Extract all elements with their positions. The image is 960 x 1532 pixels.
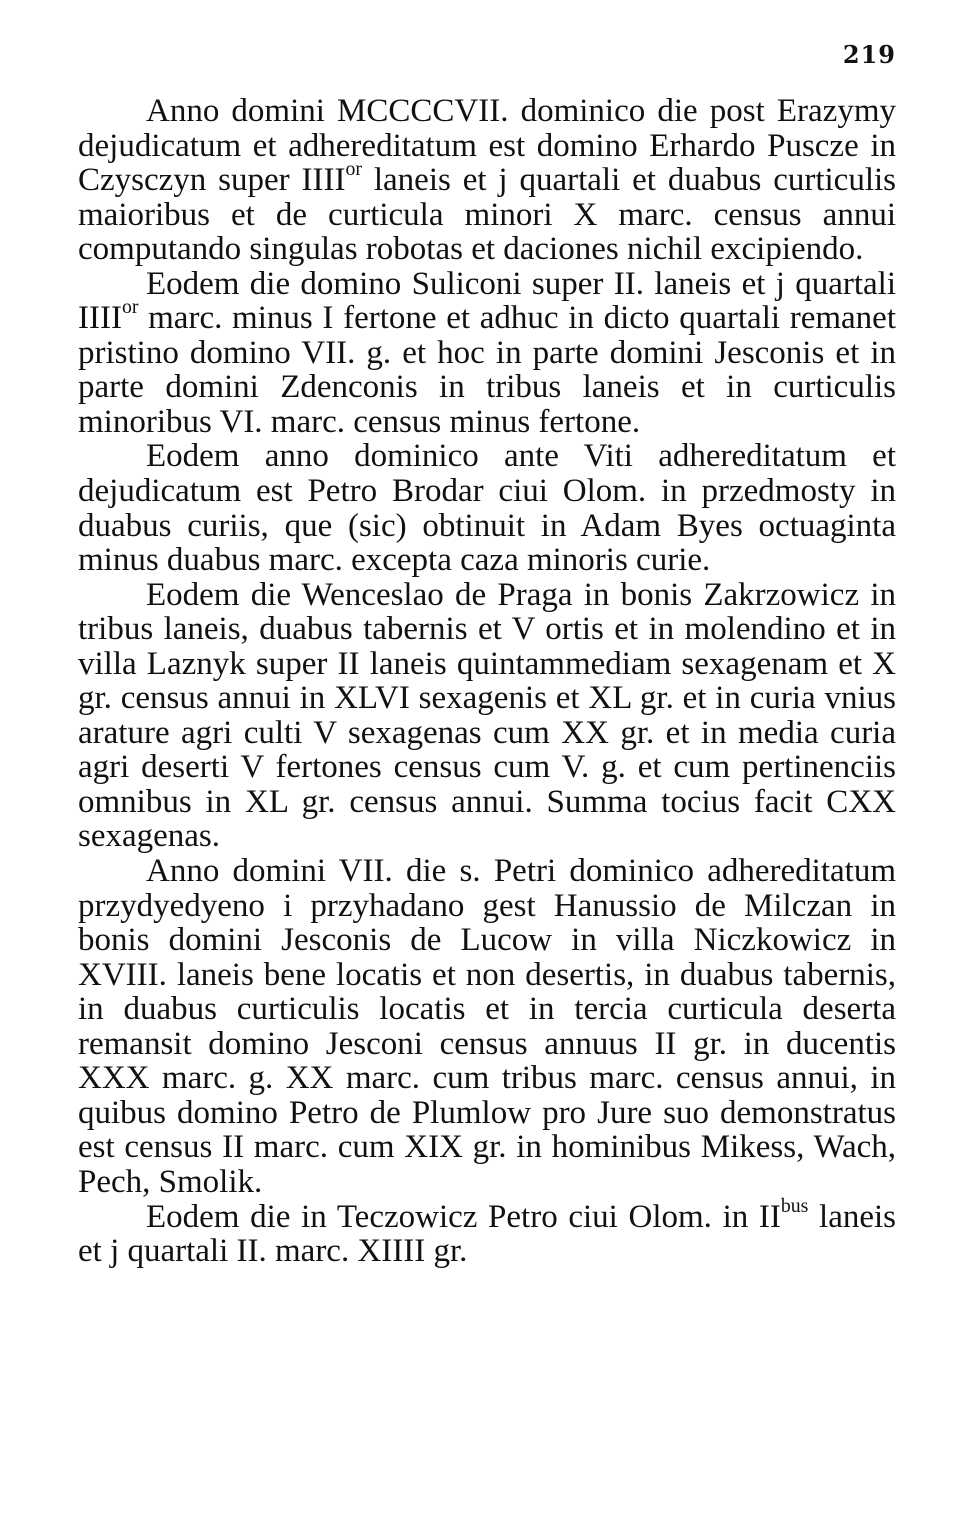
paragraph-2 [78, 267, 896, 440]
paragraph-6 [78, 1194, 897, 1270]
paragraph-1-superscript: or [345, 158, 362, 181]
paragraph-6-text: Eodem die in Teczowicz Petro ciui Olom. in II [146, 1198, 781, 1235]
body-text [78, 94, 896, 1269]
paragraph-6-superscript: bus [780, 1194, 809, 1217]
paragraph-1 [78, 94, 896, 267]
paragraph-4 [78, 578, 896, 854]
paragraph-4-text: Eodem die Wenceslao de Praga in bonis Zakrzowicz in tribus laneis, duabus tabernis et V ortis et in molendino et in villa Laznyk super II laneis quintammediam sexagenam et X gr. census annui in XLVI sexagenis et XL gr. et in curia vnius arature agri culti V sexagenas cum XX gr. et in media curia agri deserti V fertones census cum V. g. et cum pertinenciis omnibus in XL gr. census annui. Summa tocius facit CXX sexagenas. [78, 576, 896, 855]
paragraph-1-text-cont: laneis et j quartali et duabus curticulis maioribus et de curticula minori X marc. census annui computando singulas robotas et daciones nichil excipiendo. [78, 162, 896, 268]
paragraph-3 [78, 439, 896, 577]
paragraph-2-text: Eodem die domino Suliconi super II. laneis et j quartali IIII [78, 265, 896, 337]
paragraph-2-superscript: or [121, 296, 139, 319]
paragraph-3-text: Eodem anno dominico ante Viti adhereditatum et dejudicatum est Petro Brodar ciui Olom. in przedmosty in duabus curiis, que (sic) obtinuit in Adam Byes octuaginta minus duabus marc. excepta caza minoris curie. [78, 438, 896, 579]
paragraph-2-text-cont: marc. minus I fertone et adhuc in dicto quartali remanet pristino domino VII. g. et hoc in parte domini Jesconis et in parte domini Zdenconis in tribus laneis et in curticulis minoribus VI. marc. census minus fertone. [78, 300, 896, 440]
paragraph-1-text: Anno domini MCCCCVII. dominico die post Erazymy dejudicatum et adhereditatum est domino Erhardo Puscze in Czysczyn super IIII [78, 93, 896, 199]
page-number: 219 [842, 40, 896, 69]
paragraph-5-text: Anno domini VII. die s. Petri dominico adhereditatum przydyedyeno i przyhadano gest Hanussio de Milczan in bonis domini Jesconis de Lucow in villa Niczkowicz in XVIII. laneis bene locatis et non desertis, in duabus tabernis, in duabus curticulis locatis et in tercia curticula deserta remansit domino Jesconi census annuus II gr. in ducentis XXX marc. g. XX marc. cum tribus marc. census annui, in quibus domino Petro de Plumlow pro Jure suo demonstratus est census II marc. cum XIX gr. in hominibus Mikess, Wach, Pech, Smolik. [78, 853, 896, 1200]
paragraph-6-text-cont: laneis et j quartali II. marc. XIIII gr. [78, 1198, 897, 1270]
paragraph-5 [78, 854, 896, 1199]
